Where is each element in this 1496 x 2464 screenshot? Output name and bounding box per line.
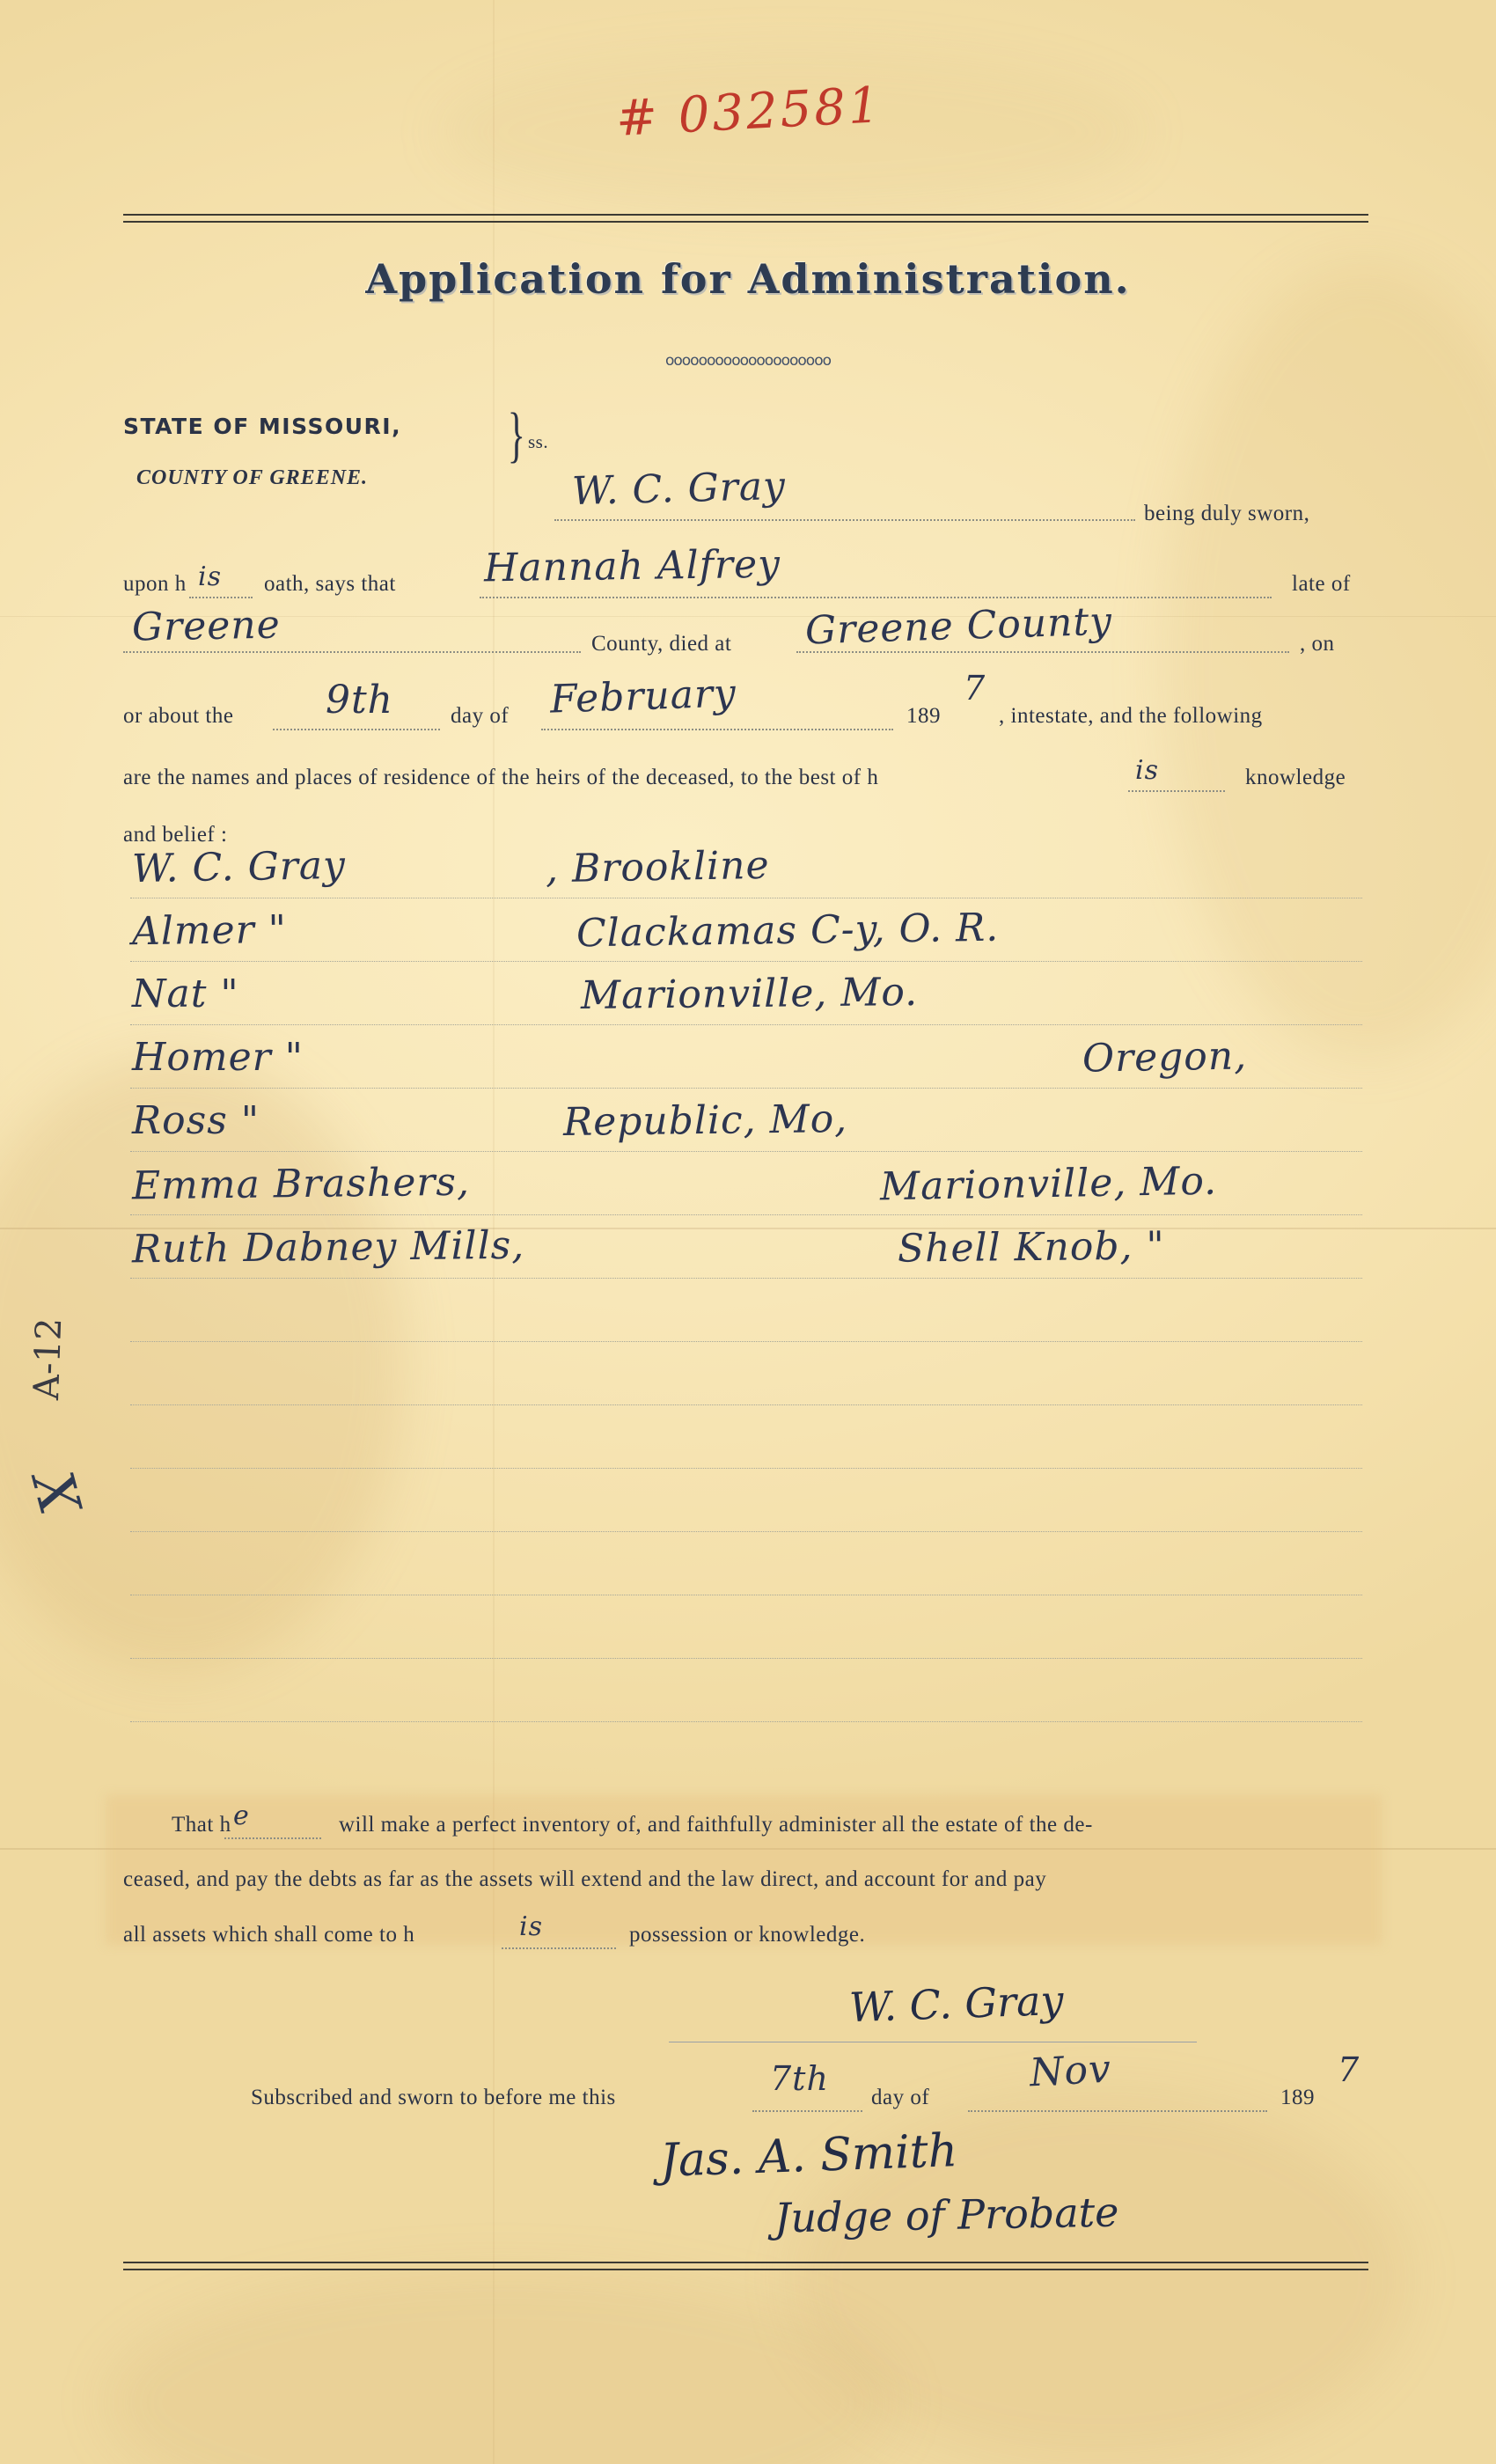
heir-rule: [130, 1531, 1362, 1532]
deceased-name-handwriting: Hannah Alfrey: [483, 541, 781, 591]
heir-residence: , Brookline: [545, 842, 770, 892]
his-handwriting-1: is: [198, 561, 222, 592]
sworn-month-handwriting: Nov: [1028, 2046, 1113, 2096]
inventory-text-line3: all assets which shall come to h: [123, 1923, 415, 1947]
inventory-text-line2: ceased, and pay the debts as far as the assets will extend and the law direct, and account for and pay: [123, 1867, 1047, 1891]
heir-rule: [130, 961, 1362, 962]
heir-rule: [130, 1721, 1362, 1722]
heir-rule: [130, 1151, 1362, 1152]
heir-residence: Marionville, Mo.: [879, 1158, 1218, 1210]
and-belief-text: and belief :: [123, 823, 228, 847]
oath-says-that-text: oath, says that: [264, 572, 396, 596]
county-residence-handwriting: Greene: [131, 602, 282, 650]
heir-rule: [130, 1658, 1362, 1659]
title-ornament: oooooooooooooooooooo: [664, 352, 832, 370]
heir-rule: [130, 1088, 1362, 1089]
fold-line: [0, 1848, 1496, 1850]
his-fill-2: [1128, 790, 1225, 792]
day-handwriting: 9th: [326, 678, 394, 722]
heir-name: Ruth Dabney Mills,: [131, 1222, 525, 1272]
died-at-handwriting: Greene County: [804, 598, 1113, 654]
heir-residence: Oregon,: [1082, 1033, 1248, 1082]
heir-name: Homer ": [132, 1035, 304, 1080]
intestate-text: , intestate, and the following: [999, 704, 1263, 728]
subscribed-text: Subscribed and sworn to before me this: [251, 2086, 616, 2109]
heir-rule: [130, 1214, 1362, 1215]
paper-stain: [1162, 264, 1496, 1056]
state-label: STATE OF MISSOURI,: [123, 414, 402, 439]
sworn-month-fill: [968, 2110, 1267, 2112]
heir-rule: [130, 1024, 1362, 1025]
subscribed-year-text: 189: [1280, 2086, 1315, 2109]
county-residence-fill: [123, 651, 581, 653]
year-digit-handwriting: 7: [964, 669, 986, 708]
judge-signature: Jas. A. Smith: [659, 2124, 959, 2188]
sworn-day-handwriting: 7th: [770, 2059, 829, 2098]
month-handwriting: February: [549, 671, 737, 722]
heir-rule: [130, 1341, 1362, 1342]
his-handwriting-2: is: [1135, 755, 1159, 786]
margin-reference-note: A-12: [26, 1316, 70, 1401]
month-fill: [541, 729, 893, 730]
upon-his-oath-prefix: upon h: [123, 572, 187, 596]
judge-title-handwriting: Judge of Probate: [774, 2188, 1119, 2242]
page-title: Application for Administration.: [365, 255, 1131, 303]
heir-rule: [130, 1404, 1362, 1405]
reference-number: # 032581: [614, 77, 884, 148]
subscribed-day-of-text: day of: [871, 2086, 930, 2109]
brace-glyph: }: [507, 401, 525, 469]
top-divider: [123, 214, 1368, 223]
heir-residence: Shell Knob, ": [897, 1223, 1165, 1272]
heir-name: Emma Brashers,: [131, 1159, 471, 1209]
knowledge-text: knowledge: [1245, 766, 1346, 789]
margin-scribble: X: [18, 1465, 92, 1522]
his-fill-4: [502, 1947, 616, 1949]
heir-name: Ross ": [132, 1098, 260, 1143]
his-fill-3: [224, 1837, 321, 1839]
sworn-day-fill: [752, 2110, 862, 2112]
sworn-year-digit-handwriting: 7: [1338, 2050, 1360, 2089]
or-about-the-text: or about the: [123, 704, 234, 728]
heir-name: Nat ": [132, 972, 239, 1016]
year-prefix-text: 189: [906, 704, 941, 728]
county-died-at-text: County, died at: [591, 632, 732, 656]
heir-residence: Clackamas C-y, O. R.: [576, 905, 1000, 957]
heirs-intro-text: are the names and places of residence of the heirs of the deceased, to the best of h: [123, 766, 879, 789]
day-of-text: day of: [451, 704, 510, 728]
affiant-signature: W. C. Gray: [848, 1976, 1065, 2032]
his-handwriting-4: is: [519, 1911, 543, 1942]
heir-rule: [130, 1468, 1362, 1469]
being-duly-sworn-text: being duly sworn,: [1144, 502, 1310, 525]
heir-name: W. C. Gray: [131, 842, 347, 892]
late-of-text: late of: [1292, 572, 1351, 596]
heir-residence: Republic, Mo,: [562, 1096, 848, 1145]
ss-label: ss.: [528, 431, 549, 452]
inventory-text-prefix: That h: [172, 1813, 231, 1837]
affiant-name-fill: [554, 519, 1135, 521]
heir-rule: [130, 1278, 1362, 1279]
affiant-name-handwriting: W. C. Gray: [571, 463, 787, 515]
died-at-fill: [796, 651, 1289, 653]
inventory-text-line1: will make a perfect inventory of, and faithfully administer all the estate of the de-: [339, 1813, 1093, 1837]
heir-name: Almer ": [131, 906, 288, 955]
bottom-divider: [123, 2262, 1368, 2270]
possession-text: possession or knowledge.: [629, 1923, 866, 1947]
deceased-name-fill: [480, 597, 1272, 598]
his-fill-1: [189, 597, 253, 598]
his-handwriting-3: e: [233, 1800, 250, 1831]
on-text: , on: [1300, 632, 1335, 656]
paper-stain: [106, 2270, 898, 2464]
heir-residence: Marionville, Mo.: [580, 969, 919, 1019]
county-label: COUNTY OF GREENE.: [136, 466, 369, 489]
day-fill: [273, 729, 440, 730]
